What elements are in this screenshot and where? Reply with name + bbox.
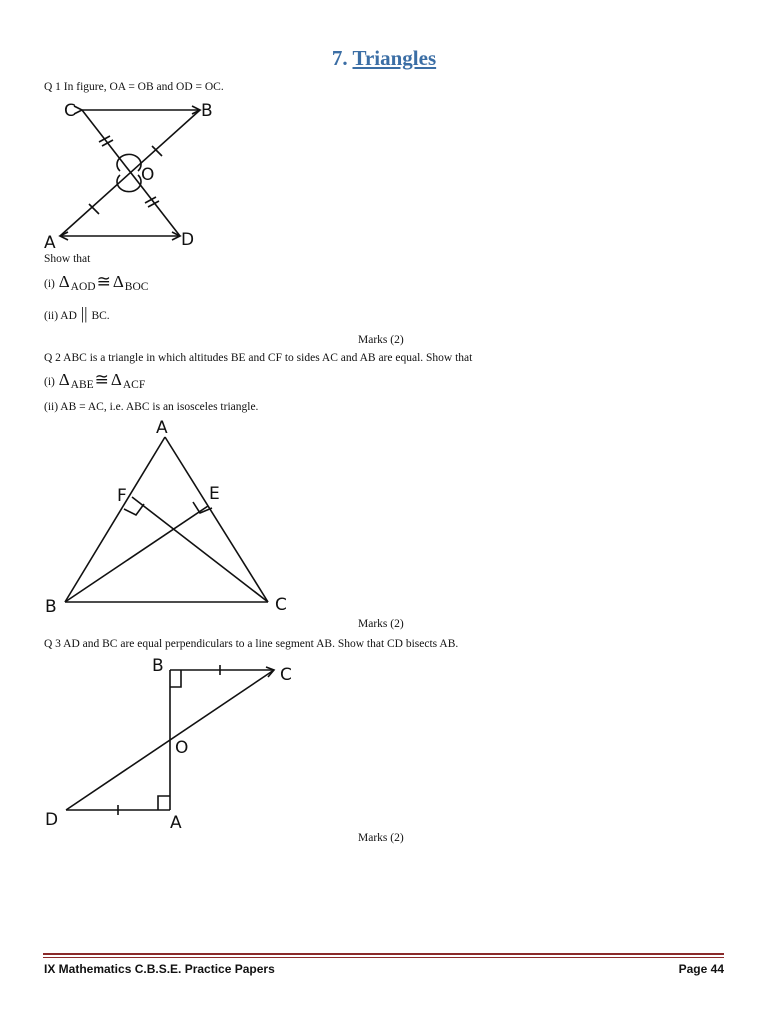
q3-question: Q 3 AD and BC are equal perpendiculars to a line segment AB. Show that CD bisects AB.	[44, 638, 459, 650]
q2-figure	[40, 415, 300, 620]
q2-part-i-left: ABE	[70, 379, 94, 391]
q1-show-that: Show that	[44, 253, 91, 265]
q3-label-b: B	[152, 656, 164, 676]
q2-altitude-be	[65, 506, 208, 602]
triangle-icon: Δ	[112, 272, 124, 291]
q3-label-a: A	[170, 813, 182, 833]
q2-label-b: B	[45, 597, 57, 617]
q2-question: Q 2 ABC is a triangle in which altitudes BE and CF to sides AC and AB are equal. Show that	[44, 352, 473, 364]
q2-label-c: C	[275, 595, 287, 615]
q2-right-angle-f	[124, 504, 144, 515]
q1-part-ii-suffix: BC.	[91, 310, 110, 322]
q2-side-ac	[165, 437, 268, 602]
q2-part-i	[44, 370, 145, 390]
footer-rule-thin	[43, 957, 724, 958]
q3-right-angle-a	[158, 796, 170, 810]
q1-question: Q 1 In figure, OA = OB and OD = OC.	[44, 81, 224, 93]
q3-label-o: O	[175, 738, 189, 758]
q1-part-i-left: AOD	[70, 281, 96, 293]
q1-label-b: B	[201, 101, 213, 121]
q1-tick-oc-1	[99, 136, 110, 142]
q1-angle-arc-top	[117, 154, 141, 171]
q2-part-i-right: ACF	[122, 379, 146, 391]
q3-label-d: D	[45, 810, 59, 830]
congruent-symbol: ≅	[94, 370, 109, 389]
q3-right-angle-b	[170, 670, 181, 687]
q1-line-ba	[60, 110, 200, 236]
q1-marks: Marks (2)	[358, 334, 404, 346]
q1-part-i-num: (i)	[44, 278, 55, 290]
q3-label-c: C	[280, 665, 292, 685]
parallel-symbol: ||	[80, 304, 88, 323]
footer-rule	[43, 953, 724, 955]
q1-label-a: A	[44, 233, 56, 253]
q3-marks: Marks (2)	[358, 832, 404, 844]
q2-marks: Marks (2)	[358, 618, 404, 630]
q1-part-ii-prefix: (ii) AD	[44, 310, 77, 322]
q2-label-a: A	[156, 418, 168, 438]
q2-label-e: E	[209, 484, 220, 504]
q1-part-i	[44, 272, 148, 292]
q1-label-c: C	[64, 101, 76, 121]
congruent-symbol: ≅	[96, 272, 111, 291]
q2-part-ii: (ii) AB = AC, i.e. ABC is an isosceles triangle.	[44, 401, 259, 413]
triangle-icon: Δ	[58, 272, 70, 291]
q3-figure	[40, 653, 310, 833]
chapter-title: Triangles	[352, 46, 437, 70]
page-title	[0, 46, 768, 71]
footer-page-number: Page 44	[678, 962, 724, 976]
footer-left: IX Mathematics C.B.S.E. Practice Papers	[44, 962, 275, 976]
q2-label-f: F	[117, 486, 127, 506]
q1-label-o: O	[141, 165, 155, 185]
q2-part-i-num: (i)	[44, 376, 55, 388]
q1-part-i-right: BOC	[124, 281, 149, 293]
chapter-number: 7.	[331, 46, 348, 70]
q2-side-ab	[65, 437, 165, 602]
q1-figure	[40, 98, 220, 253]
q1-part-ii	[44, 304, 110, 324]
q1-angle-arc-bottom	[117, 175, 141, 192]
q1-tick-oc-2	[102, 140, 113, 146]
triangle-icon: Δ	[58, 370, 70, 389]
q1-label-d: D	[181, 230, 195, 250]
triangle-icon: Δ	[110, 370, 122, 389]
